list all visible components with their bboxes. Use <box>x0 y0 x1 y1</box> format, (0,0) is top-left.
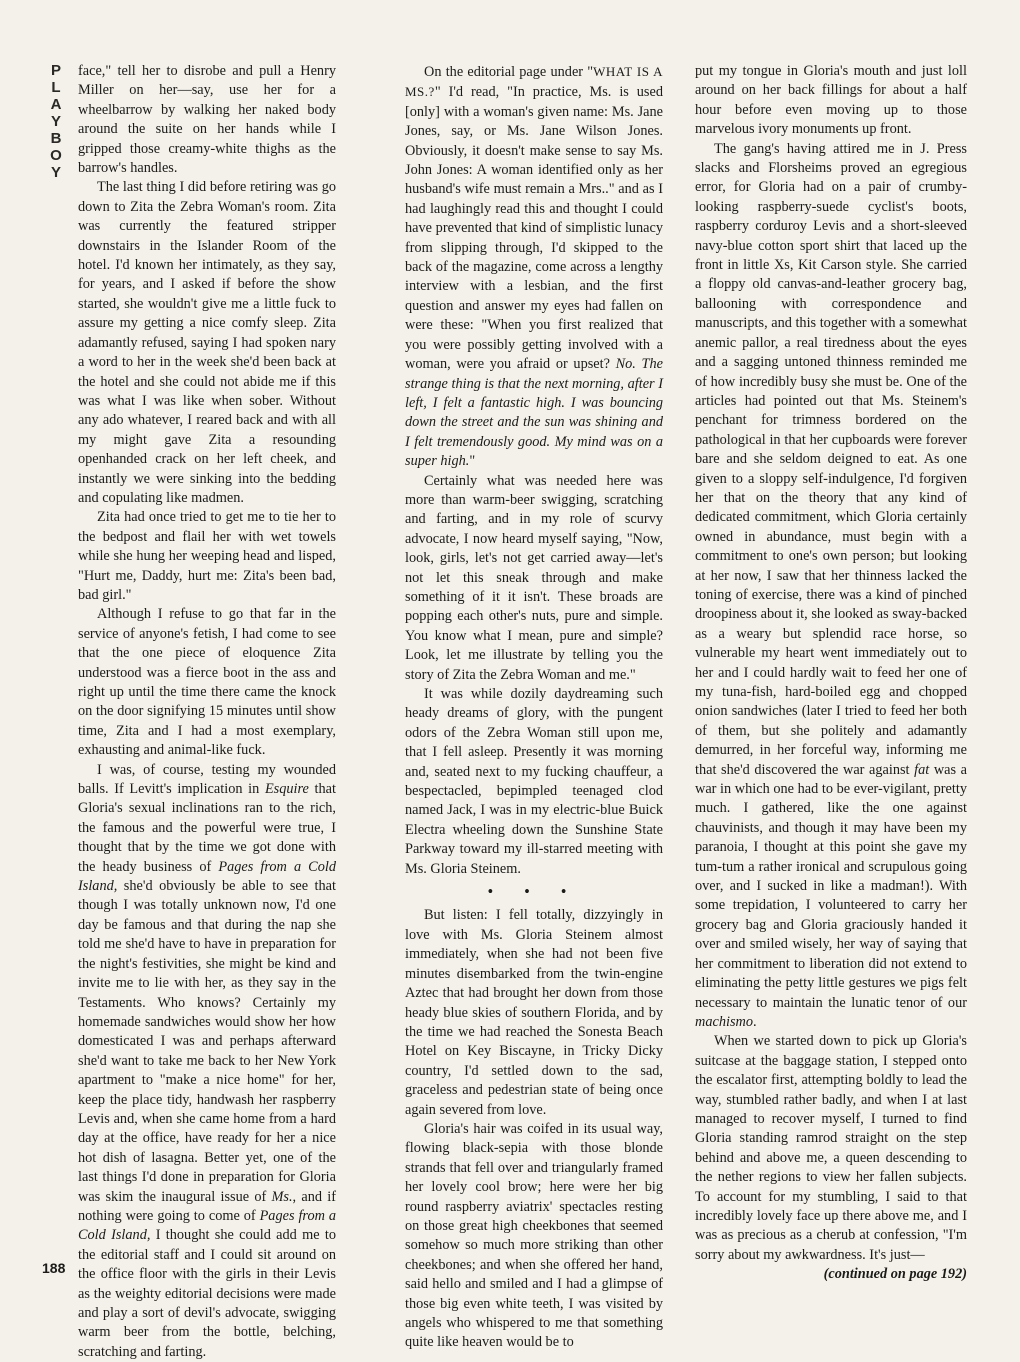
paragraph-text: Although I refuse to go that far in the service of anyone's fetish, I had come to see that the one piece of eloquence Zita understood was a fierce boot in the ass and right up until the time there came the knock on the door signifying 15 minutes until show time, Zita and I had a most exemplary, exhausting and animal-like fuck. <box>78 606 336 759</box>
article-paragraph <box>78 605 336 760</box>
article-paragraph <box>78 761 336 1362</box>
paragraph-text: . <box>752 1013 757 1030</box>
paragraph-text: Certainly what was needed here was more than warm-beer swigging, scratching and farting, and in my role of scurvy advocate, I now heard myself saying, "Now, look, girls, let's not get carried away—let's not let this sneak through and make something of it it isn't. These broads are popping each other's nuts, pure and simple. You know what I mean, pure and simple? Look, let me illustrate by telling you the story of Zita the Zebra Woman and me." <box>405 472 663 683</box>
article-paragraph <box>695 140 967 1033</box>
small-caps-text: WHAT IS A MS.? <box>405 64 664 100</box>
article-paragraph <box>78 508 336 605</box>
italic-text: machismo <box>695 1013 753 1030</box>
paragraph-text: put my tongue in Gloria's mouth and just loll around on her back fillings for about a half hour before even moving up to those marvelous ivory monuments up front. <box>695 63 967 138</box>
magazine-name-letter: Y <box>50 113 61 130</box>
italic-text: Ms. <box>271 1188 293 1205</box>
article-paragraph <box>405 62 663 472</box>
paragraph-text: she'd obviously be able to see that though I was totally unknown now, I'd one day be famous and that during the nap she told me she'd have to have in preparation for the night's festivities, she might be kind and invite me to lie with her, as they say in the Testaments. Who knows? Certainly my homemade sandwiches would show her how domesticated I was and perhaps afterward she'd want to take me back to her New York apartment to "make a nice home" for her, keep the place tidy, handwash her raspberry Levis and, when she came home from a hard day at the office, have ready for her a nice hot dish of lasagna. Better yet, one of the last things I'd done in preparation for Gloria was skim the inaugural issue of <box>78 878 336 1205</box>
paragraph-text: I was, of course, testing my wounded balls. If Levitt's implication in <box>78 761 336 798</box>
paragraph-text: When we started down to pick up Gloria's suitcase at the baggage station, I stepped onto the escalator first, attempting boldly to lead the way, stumbled rather badly, and when I at last managed to recover myself, I turned to find Gloria standing ramrod straight on the step behind and above me, a queen descending to the nether regions to view her fallen subjects. To account for my stumbling, I said to that incredibly lovely face up there above me, and I was as precious as a cherub at confession, "I'm sorry about my awkwardness. It's just— <box>695 1033 967 1263</box>
paragraph-text: was a war in which one had to be ever-vigilant, pretty much. I gathered, like the one against chauvinists, and though it may have been my paranoia, I thought at this point she gave my tum-tum a rather ironical and scrupulous going over, and I sucked in like a madman!). With some trepidation, I volunteered to carry her grocery bag and Gloria graciously handed it over and smiled wisely, her way of saying that her commitment to liberation did not extend to eliminating the petty little gestures we pigs felt necessary to maintain the lunatic tenor of our <box>695 761 967 1011</box>
paragraph-text: • • • <box>487 884 581 901</box>
paragraph-text: face," tell her to disrobe and pull a Henry Miller on her—say, use her for a wheelbarrow by walking her naked body around the suite on her hands while I gripped those creamy-white thighs as the barrow's handles. <box>78 63 336 177</box>
paragraph-text: , and if nothing were going to come of <box>78 1188 336 1224</box>
section-break-ornament <box>405 883 663 902</box>
article-paragraph <box>405 685 663 879</box>
article-paragraph <box>695 62 967 140</box>
continued-note <box>695 1265 967 1284</box>
article-paragraph <box>78 62 336 178</box>
magazine-name-letter: B <box>50 130 62 147</box>
paragraph-text: But listen: I fell totally, dizzyingly in love with Ms. Gloria Steinem almost immediately, when she had not been five minutes disembarked from the twin-engine Aztec that had brought her down from those heady blue skies of southern Florida, and by the time we had reached the Sonesta Beach Hotel on Key Biscayne, in Tricky Dicky country, I'd settled down to the sad, graceless and pedestrian state of being once again severed from love. <box>405 907 663 1118</box>
paragraph-text: The gang's having attired me in J. Press slacks and Florsheims proved an egregious error, for Gloria had on a pair of crumby-looking raspberry-suede cyclist's boots, raspberry corduroy Levis and a short-sleeved navy-blue cotton sport shirt that laced up the front in little Xs, Kit Carson style. She carried a floppy old canvas-and-leather grocery bag, ballooning with correspondence and manuscripts, and this together with a somewhat anemic pallor, a real tiredness about the eyes and a sagging untoned thinness reminded me of how incredibly busy she must be. One of the articles had pointed out that Ms. Steinem's penchant for trimness bordered on the pathological in that her cupboards were forever bare and she seldom deigned to eat. As one given to a sloppy self-indulgence, I'd forgiven her that on the theory that any kind of dedicated commitment, which Gloria certainly owned in abundance, must begin with a commitment to one's own person; but looking at her now, I saw that her thinness lacked the toning of exercise, there was a kind of pinched droopiness about it, she looked as sway-backed as a weary but splendid race horse, so vulnerable my heart went immediately out to her and I could hardly wait to feed her one of my tuna-fish, hard-boiled egg and chopped onion sandwiches (later I tried to feed her both of them, but she politely and adamantly demurred, in her forceful way, informing me that she'd discovered the war against <box>695 140 967 778</box>
paragraph-text: " <box>469 453 476 470</box>
article-column-2 <box>405 62 663 1353</box>
paragraph-text: Zita had once tried to get me to tie her to the bedpost and flail her with wet towels while she hung her weeping head and lisped, "Hurt me, Daddy, hurt me: Zita's been bad, bad girl." <box>78 509 336 603</box>
italic-text: Esquire <box>264 781 309 798</box>
italic-text: No. The strange thing is that the next morning, after I left, I felt a fantastic high. I was bouncing down the street and the sun was shining and I felt tremendously good. My mind was on a super high. <box>405 356 663 470</box>
italic-text: Pages from a Cold Island, <box>78 1207 336 1244</box>
page-number: 188 <box>42 1260 66 1276</box>
magazine-name-vertical <box>40 62 72 181</box>
magazine-name-letter: Y <box>50 164 61 181</box>
article-column-3 <box>695 62 967 1285</box>
paragraph-text: The last thing I did before retiring was go down to Zita the Zebra Woman's room. Zita was currently the featured stripper downstairs in the Islander Room of the hotel. I'd known her intimately, as they say, for years, and I asked if before the show started, she wouldn't give me a little fuck to assure my getting a nice comfy sleep. Zita adamantly refused, saying I had spoken nary a word to her in the week she'd been back at the hotel and she could not abide me if this was what I was like when sober. Without any ado whatever, I reared back and with all my might gave Zita a resounding openhanded crack on her left cheek, and instantly we were sinking into the bedding and copulating like madmen. <box>78 179 336 506</box>
magazine-name-letter: P <box>50 62 61 79</box>
article-paragraph <box>695 1032 967 1265</box>
article-paragraph <box>405 472 663 685</box>
article-paragraph <box>78 178 336 508</box>
paragraph-text: (continued on page 192) <box>823 1266 967 1283</box>
paragraph-text: that Gloria's sexual inclinations ran to the rich, the famous and the powerful were true, I thought that by the time we got done with the heady business of <box>78 781 336 875</box>
italic-text: Pages from a Cold Island, <box>78 858 336 895</box>
paragraph-text: " I'd read, "In practice, Ms. is used [only] with a woman's given name: Ms. Jane Jones, say, or Ms. Jane Wilson Jones. Obviously, it doesn't make sense to say Ms. John Jones: A woman identified only as her husband's wife must remain a Mrs.." and as I had laughingly read this and thought I could have prevented that kind of simplistic lunacy from slipping through, I'd skipped to the back of the magazine, come across a lengthy interview with a lesbian, and the first question and answer my eyes had fallen on were these: "When you first realized that you were possibly getting involved with a woman, were you afraid or upset? <box>405 84 663 373</box>
article-paragraph <box>405 1120 663 1353</box>
paragraph-text: It was while dozily daydreaming such heady dreams of glory, with the pungent odors of the Zebra Woman still upon me, that I fell asleep. Presently it was morning and, seated next to my fucking chauffeur, a bespectacled, bepimpled teenaged clod named Jack, I was in my electric-blue Buick Electra wheeling down the Sunshine State Parkway toward my ill-starred meeting with Ms. Gloria Steinem. <box>405 686 663 877</box>
paragraph-text: On the editorial page under " <box>424 64 594 80</box>
paragraph-text: Gloria's hair was coifed in its usual way, flowing black-sepia with those blonde strands that fell over and triangularly framed her lovely cool brow; here were her big round raspberry aviatrix' spectacles resting on those great high cheekbones that seemed somehow so much more striking than other cheekbones; and when she offered her hand, said hello and smiled and I had a glimpse of those big even white teeth, I was visited by angels who whispered to me that something quite like heaven would be to <box>405 1120 663 1351</box>
magazine-name-letter: O <box>50 147 62 164</box>
magazine-name-letter: L <box>51 79 61 96</box>
article-column-1 <box>78 62 336 1362</box>
italic-text: fat <box>914 761 930 778</box>
article-paragraph <box>405 906 663 1119</box>
paragraph-text: I thought she could add me to the editorial staff and I could sit around on the office floor with the girls in their Levis as the weighty editorial decisions were made and play a sort of devil's advocate, swigging warm beer from the bottle, belching, scratching and farting. <box>78 1227 336 1360</box>
magazine-name-letter: A <box>50 96 62 113</box>
